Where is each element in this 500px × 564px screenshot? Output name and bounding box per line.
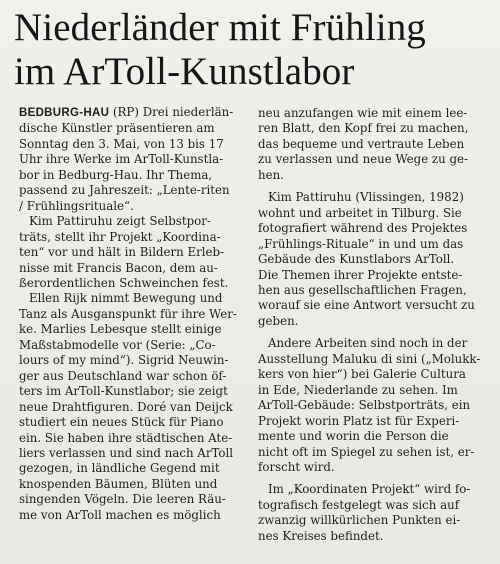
- text-line: worauf sie eine Antwort versucht zu: [258, 298, 475, 313]
- text-line: Projekt worin Platz ist für Experi-: [258, 413, 460, 428]
- text-line: forscht wird.: [258, 459, 335, 474]
- text-line: ein. Sie haben ihre städtischen Ate-: [19, 430, 233, 445]
- text-line: zu verlassen und neue Wege zu ge-: [258, 152, 469, 167]
- text-line: ters im ArToll-Kunstlabor; sie zeigt: [19, 384, 228, 399]
- text-line: fotografiert während des Projektes: [258, 221, 468, 236]
- paragraph-gap: [258, 329, 488, 336]
- koordinaten-paragraph: [258, 482, 488, 544]
- text-line: neu anzufangen wie mit einem lee-: [258, 106, 468, 120]
- text-line: Andere Arbeiten sind noch in der: [268, 336, 468, 351]
- text-line: lours of my mind“). Sigrid Neuwin-: [19, 353, 229, 368]
- left-column: [19, 105, 247, 523]
- text-line: Tanz als Ausganspunkt für ihre Wer-: [19, 306, 237, 321]
- text-line: träts, stellt ihr Projekt „Koordina-: [19, 229, 221, 244]
- text-line: nes Kreises befindet.: [258, 528, 384, 543]
- pattiruhu-paragraph: [19, 214, 247, 291]
- paragraph-gap: [258, 183, 488, 190]
- text-line: bor in Bedburg-Hau. Ihr Thema,: [19, 167, 213, 182]
- text-line: me von ArToll machen es möglich: [19, 507, 221, 522]
- text-line: knospenden Bäumen, Blüten und: [19, 476, 218, 491]
- text-line: passend zu Jahreszeit: „Lente-riten: [19, 183, 230, 198]
- intro-paragraph: [19, 105, 247, 214]
- text-line: / Frühlingsrituale“.: [19, 198, 134, 213]
- text-line: liers verlassen und sind nach ArToll: [19, 445, 234, 460]
- text-line: Ausstellung Maluku di sini („Molukk-: [258, 351, 481, 366]
- text-line: das bequeme und vertraute Leben: [258, 136, 465, 151]
- text-line: Uhr ihre Werke im ArToll-Kunstla-: [19, 152, 224, 167]
- text-line: nisse mit Francis Bacon, dem au-: [19, 260, 218, 275]
- intro-first-line: [19, 105, 247, 121]
- text-line: dische Künstler präsentieren am: [19, 121, 215, 136]
- text-line: Maßstabmodelle vor (Serie: „Co-: [19, 337, 216, 352]
- dateline: BEDBURG-HAU: [19, 107, 110, 119]
- headline-line-2: im ArToll-Kunstlabor: [14, 50, 355, 93]
- text-line: Ellen Rijk nimmt Bewegung und: [29, 291, 223, 306]
- continuation-paragraph: [258, 106, 488, 183]
- right-column: [258, 106, 488, 544]
- text-line: Im „Koordinaten Projekt“ wird fo-: [268, 482, 471, 497]
- text-line: ger aus Deutschland war schon öf-: [19, 368, 227, 383]
- text-line: ren Blatt, den Kopf frei zu machen,: [258, 121, 469, 136]
- text-line: tografisch festgelegt was sich auf: [258, 497, 460, 512]
- text-line: geben.: [258, 313, 299, 328]
- text-line: kers von hier“) bei Galerie Cultura: [258, 367, 466, 382]
- paragraph-gap: [258, 475, 488, 482]
- text-line: ten“ vor und hält in Bildern Erleb-: [19, 245, 225, 260]
- text-line: singenden Vögeln. Die leeren Räu-: [19, 492, 226, 507]
- text-line: ßerordentlichen Schweinchen fest.: [19, 275, 229, 290]
- text-line: Kim Pattiruhu (Vlissingen, 1982): [268, 190, 464, 205]
- text-line: (RP) Drei niederlän-: [109, 105, 234, 119]
- text-line: zwanzig willkürlichen Punkten ei-: [258, 513, 461, 528]
- headline: [14, 6, 492, 94]
- text-line: in Ede, Niederlande zu sehen. Im: [258, 382, 458, 397]
- text-line: neue Drahtfiguren. Doré van Deijck: [19, 399, 233, 414]
- text-line: wohnt und arbeitet in Tilburg. Sie: [258, 205, 462, 220]
- text-line: mente und worin die Person die: [258, 429, 449, 444]
- text-line: „Frühlings-Rituale“ in und um das: [258, 236, 464, 251]
- text-line: ArToll-Gebäude: Selbstporträts, ein: [258, 398, 471, 413]
- text-line: gezogen, in ländliche Gegend mit: [19, 461, 220, 476]
- text-line: studiert ein neues Stück für Piano: [19, 415, 224, 430]
- artists-paragraph: [19, 291, 247, 523]
- exhibition-paragraph: [258, 336, 488, 475]
- bio-paragraph: [258, 190, 488, 329]
- text-line: Sonntag den 3. Mai, von 13 bis 17: [19, 136, 224, 151]
- text-line: hen.: [258, 167, 284, 182]
- headline-line-1: Niederländer mit Frühling: [14, 6, 426, 49]
- text-line: Kim Pattiruhu zeigt Selbstpor-: [29, 214, 211, 229]
- text-line: Die Themen ihrer Projekte entste-: [258, 267, 463, 282]
- text-line: ke. Marlies Lebesque stellt einige: [19, 322, 222, 337]
- text-line: hen aus gesellschaftlichen Fragen,: [258, 282, 467, 297]
- text-line: nicht oft im Spiegel zu sehen ist, er-: [258, 444, 475, 459]
- text-line: Gebäude des Kunstlabors ArToll.: [258, 252, 455, 267]
